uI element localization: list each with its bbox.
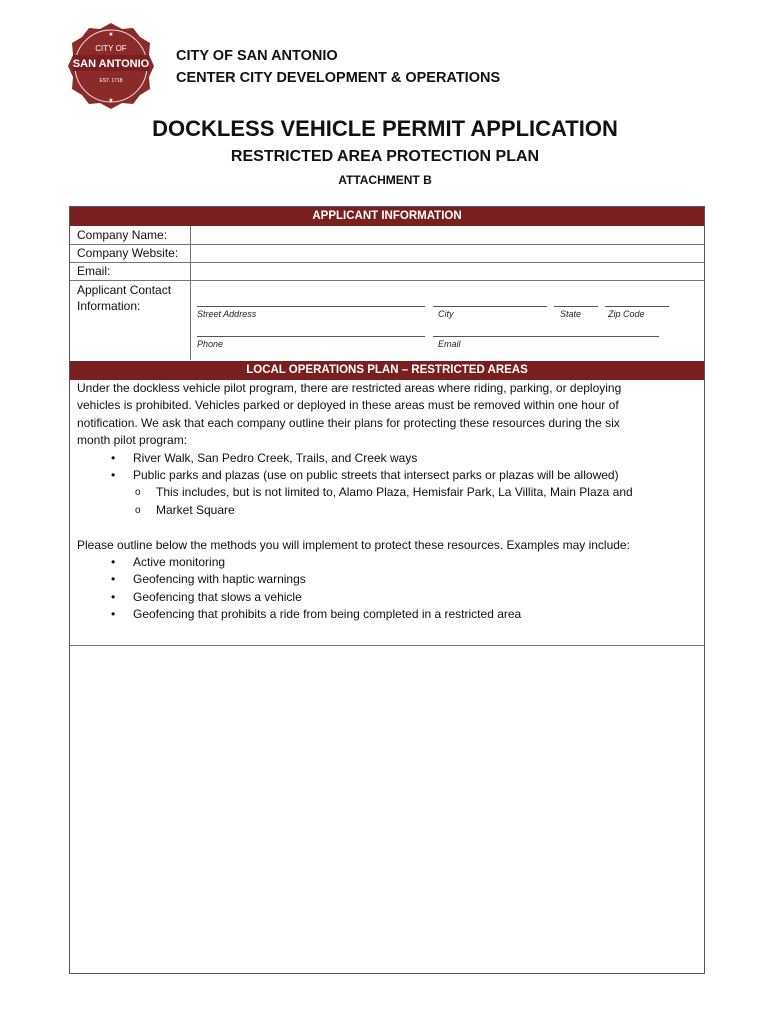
method-item: • Geofencing with haptic warnings xyxy=(77,571,677,588)
phone-caption: Phone xyxy=(197,339,224,349)
svg-text:★: ★ xyxy=(108,31,114,38)
logo-line3: EST. 1718 xyxy=(99,78,123,84)
email-label: Email: xyxy=(77,264,111,278)
operations-instructions xyxy=(77,380,677,624)
intro-line-4: month pilot program: xyxy=(77,433,188,448)
company-name-field[interactable] xyxy=(191,226,704,244)
org-department: CENTER CITY DEVELOPMENT & OPERATIONS xyxy=(176,70,501,86)
state-field[interactable] xyxy=(554,306,598,307)
contact-label-line1: Applicant Contact xyxy=(77,283,172,297)
zip-code-caption: Zip Code xyxy=(608,309,645,319)
method-item: • Active monitoring xyxy=(77,554,677,571)
city-field[interactable] xyxy=(433,306,547,307)
contact-email-caption: Email xyxy=(438,339,461,349)
restricted-area-subitem-line-2 xyxy=(77,502,677,519)
restricted-area-subitem-line-1: o This includes, but is not limited to, Alamo Plaza, Hemisfair Park, La Villita, Main Plaza and xyxy=(77,484,677,501)
contact-label xyxy=(77,282,171,314)
intro-line-2: vehicles is prohibited. Vehicles parked or deployed in these areas must be removed within one hour of xyxy=(77,398,619,413)
organization-header xyxy=(176,45,500,89)
zip-code-field[interactable] xyxy=(605,306,669,307)
document-title: DOCKLESS VEHICLE PERMIT APPLICATION xyxy=(152,116,618,141)
company-name-label: Company Name: xyxy=(77,228,168,242)
response-text-area[interactable] xyxy=(70,646,704,973)
street-address-caption: Street Address xyxy=(197,309,257,319)
intro-line-3: notification. We ask that each company outline their plans for protecting these resources during the six xyxy=(77,415,620,430)
state-caption: State xyxy=(560,309,582,319)
phone-field[interactable] xyxy=(197,336,425,337)
org-name: CITY OF SAN ANTONIO xyxy=(176,48,338,64)
document-subtitle: RESTRICTED AREA PROTECTION PLAN xyxy=(230,148,540,165)
restricted-area-item: • Public parks and plazas (use on public streets that intersect parks or plazas will be allowed) xyxy=(77,467,677,484)
local-operations-header: LOCAL OPERATIONS PLAN – RESTRICTED AREAS xyxy=(70,361,704,380)
methods-intro: Please outline below the methods you will implement to protect these resources. Examples may include: xyxy=(77,537,630,552)
method-item: • Geofencing that prohibits a ride from being completed in a restricted area xyxy=(77,606,677,623)
intro-line-1: Under the dockless vehicle pilot program, there are restricted areas where riding, parking, or deploying xyxy=(77,381,622,395)
sub-line-2-text: Market Square xyxy=(156,502,235,517)
logo-line2: SAN ANTONIO xyxy=(72,58,150,70)
email-field[interactable] xyxy=(191,262,704,280)
street-address-field[interactable] xyxy=(197,306,425,307)
company-website-label: Company Website: xyxy=(77,246,179,260)
applicant-contact-row xyxy=(70,280,704,360)
logo-line1: CITY OF xyxy=(95,44,127,53)
permit-form xyxy=(69,206,705,974)
city-seal-logo xyxy=(67,22,155,110)
svg-text:★: ★ xyxy=(108,97,114,104)
company-website-field[interactable] xyxy=(191,244,704,262)
applicant-info-header: APPLICANT INFORMATION xyxy=(70,207,704,226)
contact-label-line2: Information: xyxy=(77,299,141,313)
attachment-label: ATTACHMENT B xyxy=(338,173,432,187)
method-item: • Geofencing that slows a vehicle xyxy=(77,589,677,606)
restricted-area-item: • River Walk, San Pedro Creek, Trails, and Creek ways xyxy=(77,450,677,467)
city-caption: City xyxy=(438,309,454,319)
contact-email-field[interactable] xyxy=(433,336,659,337)
